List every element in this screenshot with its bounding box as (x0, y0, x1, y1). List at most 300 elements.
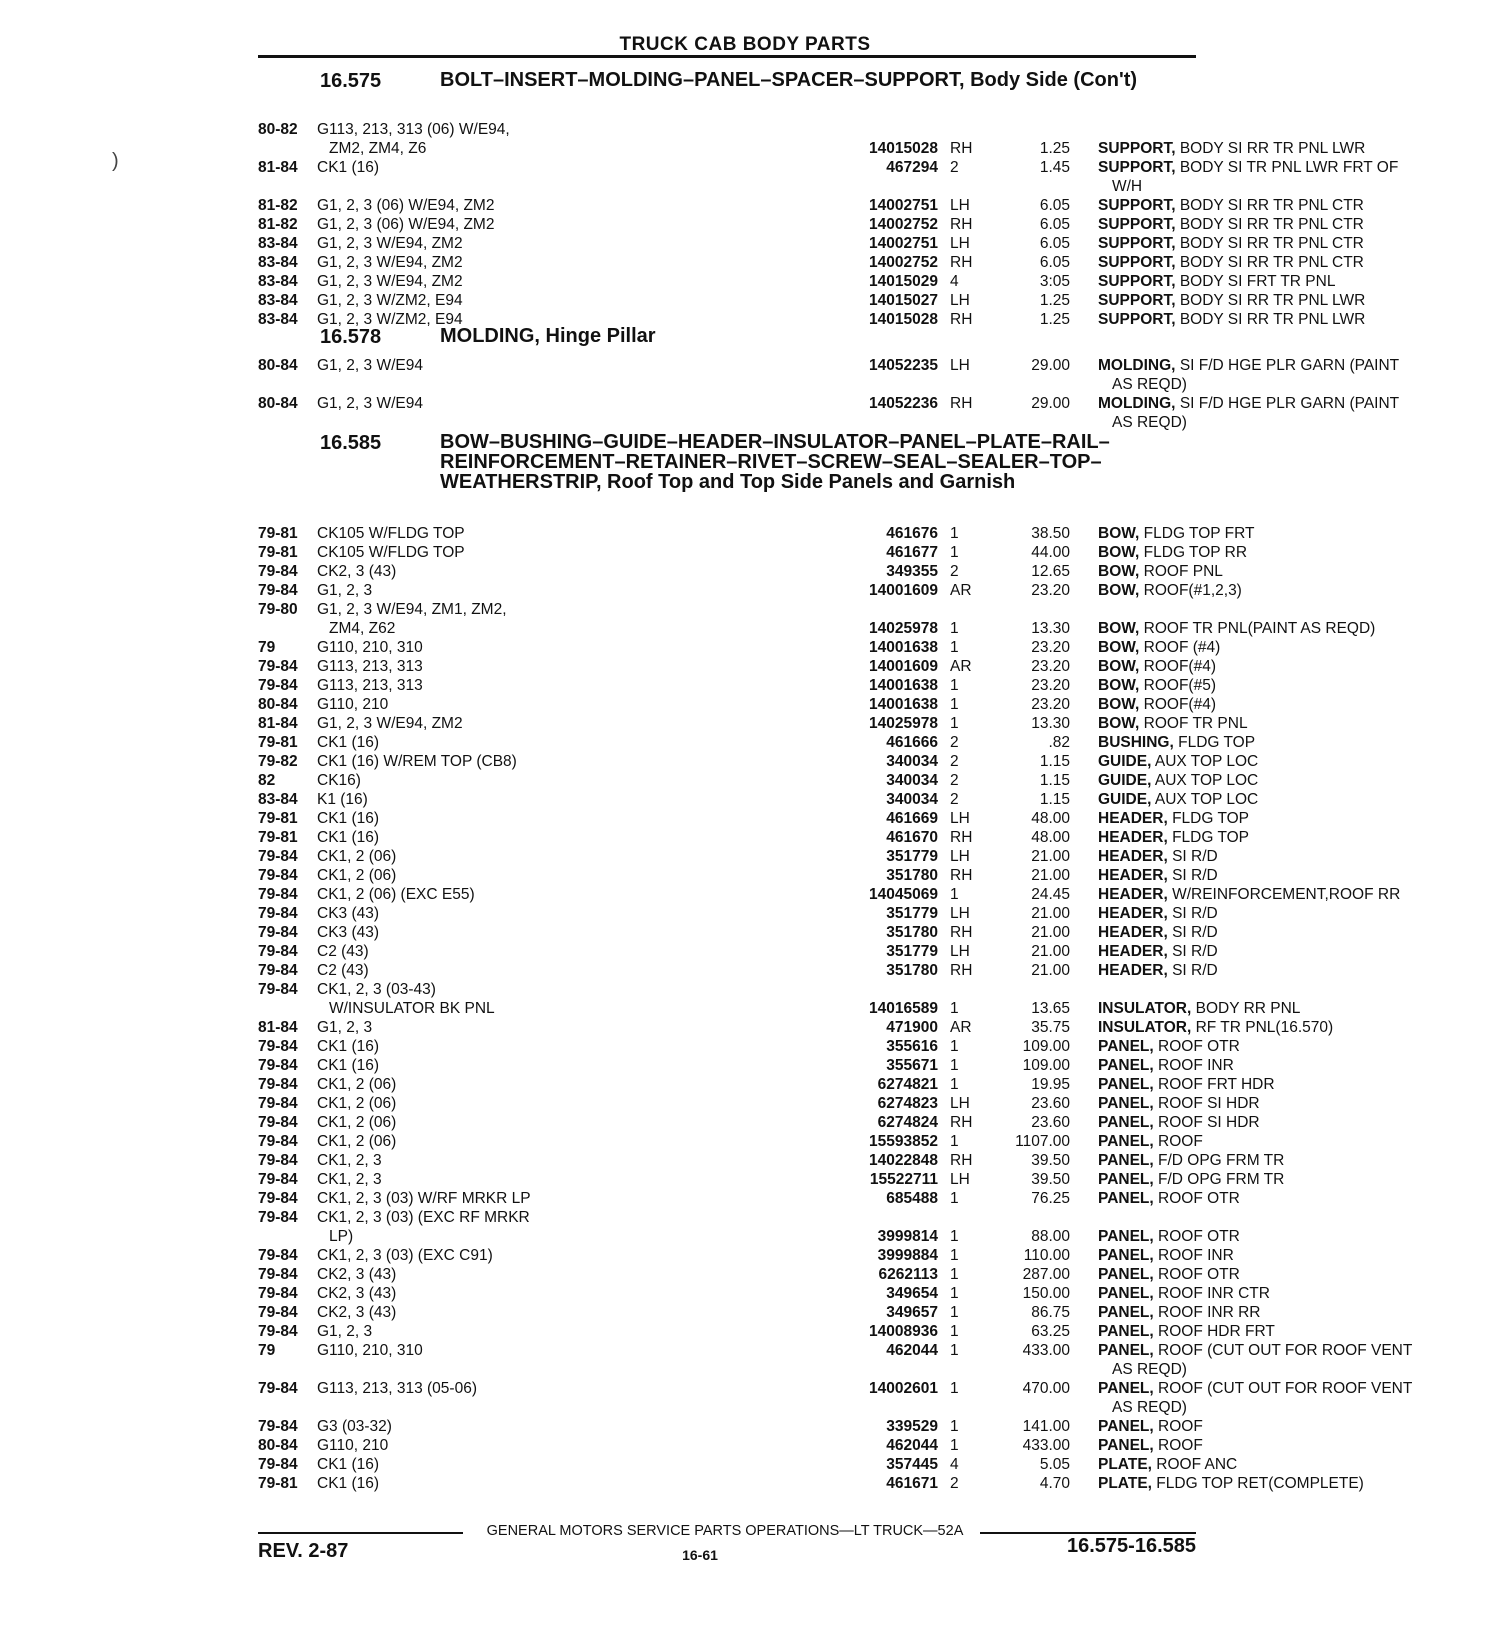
model-years: 79-84 (258, 1057, 298, 1074)
model-text: G1, 2, 3 W/E94 (317, 395, 423, 412)
part-description (1098, 885, 1454, 904)
description-type: HEADER, (1098, 829, 1168, 846)
description-type: BOW, (1098, 715, 1140, 732)
model-applicability (317, 1151, 579, 1170)
quantity-side: RH (950, 216, 973, 233)
price: 88.00 (1031, 1228, 1070, 1245)
description-type: INSULATOR, (1098, 1000, 1192, 1017)
price: 4.70 (1039, 1475, 1070, 1492)
part-description (1098, 543, 1454, 562)
table-row (258, 1246, 1234, 1265)
model-years: 79-84 (258, 848, 298, 865)
part-description (1098, 942, 1454, 961)
model-years: 79-84 (258, 1323, 298, 1340)
model-years: 79-84 (258, 563, 298, 580)
section-number: 16.578 (320, 326, 382, 348)
description-text: BODY SI RR TR PNL LWR (1179, 292, 1366, 309)
description-line (1098, 790, 1454, 809)
table-row (258, 676, 1216, 695)
part-description (1098, 619, 1454, 638)
description-type: GUIDE, (1098, 791, 1152, 808)
model-text: CK1 (16) (317, 159, 380, 176)
description-type: GUIDE, (1098, 772, 1152, 789)
quantity-side: RH (950, 924, 973, 941)
model-text: ZM4, Z62 (329, 620, 396, 637)
model-applicability (317, 120, 579, 158)
table-row (258, 1170, 1285, 1189)
price: 1107.00 (1015, 1133, 1070, 1150)
description-text: ROOF SI HDR (1158, 1114, 1260, 1131)
description-text: BODY SI RR TR PNL LWR (1179, 140, 1366, 157)
description-text: SI R/D (1172, 848, 1218, 865)
margin-mark: ) (112, 150, 119, 172)
part-description (1098, 196, 1454, 215)
quantity-side: LH (950, 905, 970, 922)
model-years: 79-84 (258, 1114, 298, 1131)
model-applicability (317, 562, 579, 581)
part-number: 14016589 (869, 1000, 938, 1017)
model-text: CK1, 2, 3 (03) (EXC C91) (317, 1247, 493, 1264)
model-applicability (317, 1341, 579, 1360)
description-type: PANEL, (1098, 1342, 1154, 1359)
part-description (1098, 1018, 1454, 1037)
description-text: ROOF (#4) (1143, 639, 1221, 656)
part-number: 14002752 (869, 216, 938, 233)
price: 433.00 (1022, 1342, 1070, 1359)
quantity-side: AR (950, 1019, 972, 1036)
price: 1.25 (1039, 292, 1070, 309)
part-number: 14001638 (869, 677, 938, 694)
model-years: 80-84 (258, 696, 298, 713)
model-years: 79-81 (258, 525, 298, 542)
description-text: BODY RR PNL (1195, 1000, 1301, 1017)
description-text: ROOF FRT HDR (1158, 1076, 1275, 1093)
table-row (258, 961, 1218, 980)
description-line (1098, 375, 1454, 394)
description-type: PANEL, (1098, 1152, 1154, 1169)
model-applicability (317, 272, 579, 291)
section-number: 16.585 (320, 432, 382, 454)
price: 39.50 (1031, 1152, 1070, 1169)
price: 109.00 (1022, 1057, 1070, 1074)
description-type: HEADER, (1098, 867, 1168, 884)
model-text: CK1, 2 (06) (EXC E55) (317, 886, 475, 903)
description-type: PANEL, (1098, 1171, 1154, 1188)
model-years: 79-84 (258, 924, 298, 941)
model-text: CK1 (16) (317, 1038, 380, 1055)
description-type: BOW, (1098, 582, 1140, 599)
description-line (1098, 885, 1454, 904)
model-text: CK1, 2, 3 (317, 1171, 382, 1188)
model-years: 79-84 (258, 1304, 298, 1321)
part-number: 462044 (886, 1342, 938, 1359)
part-description (1098, 562, 1454, 581)
table-row (258, 752, 1259, 771)
part-number: 355671 (886, 1057, 938, 1074)
table-row (258, 1417, 1203, 1436)
quantity-side: RH (950, 1152, 973, 1169)
quantity-side: 1 (950, 1437, 959, 1454)
model-applicability (317, 923, 579, 942)
description-line (1098, 923, 1454, 942)
model-years: 79-84 (258, 1076, 298, 1093)
description-type: PANEL, (1098, 1247, 1154, 1264)
model-text: CK1 (16) (317, 1057, 380, 1074)
part-description (1098, 771, 1454, 790)
description-type: BOW, (1098, 696, 1140, 713)
description-text: F/D OPG FRM TR (1158, 1152, 1285, 1169)
part-number: 14015028 (869, 140, 938, 157)
description-text: BODY SI RR TR PNL CTR (1179, 197, 1364, 214)
part-number: 14001638 (869, 696, 938, 713)
description-text: AS REQD) (1112, 376, 1187, 393)
table-row (258, 1341, 1413, 1379)
part-number: 355616 (886, 1038, 938, 1055)
model-years: 79-84 (258, 1285, 298, 1302)
description-type: GUIDE, (1098, 753, 1152, 770)
price: .82 (1048, 734, 1070, 751)
part-number: 14001638 (869, 639, 938, 656)
part-description (1098, 394, 1454, 432)
model-applicability (317, 752, 579, 771)
description-type: PLATE, (1098, 1475, 1152, 1492)
description-text: W/REINFORCEMENT,ROOF RR (1172, 886, 1401, 903)
table-row (258, 1018, 1334, 1037)
part-description (1098, 1170, 1454, 1189)
description-type: PANEL, (1098, 1304, 1154, 1321)
price: 6.05 (1039, 216, 1070, 233)
model-years: 79-84 (258, 943, 298, 960)
model-applicability (317, 809, 579, 828)
part-description (1098, 904, 1454, 923)
part-number: 14015028 (869, 311, 938, 328)
model-text: CK1, 2 (06) (317, 1095, 397, 1112)
quantity-side: 1 (950, 544, 959, 561)
description-text: SI F/D HGE PLR GARN (PAINT (1179, 395, 1400, 412)
description-type: SUPPORT, (1098, 216, 1176, 233)
description-type: PANEL, (1098, 1228, 1154, 1245)
model-years: 79-84 (258, 1209, 298, 1226)
model-applicability (317, 1436, 579, 1455)
part-number: 461671 (886, 1475, 938, 1492)
quantity-side: 1 (950, 1076, 959, 1093)
part-description (1098, 752, 1454, 771)
table-row (258, 1037, 1240, 1056)
part-description (1098, 790, 1454, 809)
footer-section-range: 16.575-16.585 (1066, 1535, 1196, 1557)
table-row (258, 1113, 1260, 1132)
part-description (1098, 961, 1454, 980)
quantity-side: LH (950, 810, 970, 827)
model-years: 79-84 (258, 1152, 298, 1169)
description-text: BODY SI RR TR PNL CTR (1179, 216, 1364, 233)
quantity-side: 1 (950, 1380, 959, 1397)
model-applicability (317, 904, 579, 923)
description-line (1098, 809, 1454, 828)
part-number: 461670 (886, 829, 938, 846)
description-text: FLDG TOP RR (1143, 544, 1248, 561)
description-line (1098, 1151, 1454, 1170)
model-applicability (317, 1018, 579, 1037)
model-text: G110, 210 (317, 696, 389, 713)
description-line (1098, 1246, 1454, 1265)
quantity-side: 2 (950, 753, 959, 770)
description-text: ROOF OTR (1158, 1228, 1240, 1245)
part-description (1098, 1037, 1454, 1056)
parts-table (258, 356, 1400, 432)
part-number: 14015027 (869, 292, 938, 309)
model-years: 79-81 (258, 734, 298, 751)
description-line (1098, 1094, 1454, 1113)
model-applicability (317, 1132, 579, 1151)
model-years: 79-84 (258, 1380, 298, 1397)
description-line (1098, 1170, 1454, 1189)
description-line (1098, 1265, 1454, 1284)
model-text: G1, 2, 3 W/E94 (317, 357, 423, 374)
part-number: 349355 (886, 563, 938, 580)
model-applicability (317, 158, 579, 177)
model-applicability (317, 234, 579, 253)
price: 21.00 (1031, 943, 1070, 960)
table-row (258, 1379, 1413, 1417)
description-line (1098, 619, 1454, 638)
description-text: ROOF TR PNL (1143, 715, 1248, 732)
price: 1.25 (1039, 311, 1070, 328)
description-text: ROOF ANC (1156, 1456, 1238, 1473)
description-text: SI F/D HGE PLR GARN (PAINT (1179, 357, 1400, 374)
price: 1.25 (1039, 140, 1070, 157)
model-years: 79-84 (258, 677, 298, 694)
price: 1.15 (1039, 791, 1070, 808)
description-line (1098, 543, 1454, 562)
description-line (1098, 234, 1454, 253)
part-description (1098, 1341, 1454, 1379)
description-line (1098, 394, 1454, 413)
table-row (258, 847, 1218, 866)
part-number: 6274821 (877, 1076, 938, 1093)
table-row (258, 657, 1216, 676)
price: 44.00 (1031, 544, 1070, 561)
description-type: PANEL, (1098, 1114, 1154, 1131)
description-type: HEADER, (1098, 962, 1168, 979)
part-number: 14008936 (869, 1323, 938, 1340)
model-years: 79-81 (258, 1475, 298, 1492)
description-text: ROOF(#4) (1143, 696, 1216, 713)
part-number: 339529 (886, 1418, 938, 1435)
description-text: SI R/D (1172, 905, 1218, 922)
price: 63.25 (1031, 1323, 1070, 1340)
quantity-side: 1 (950, 1266, 959, 1283)
model-text: CK2, 3 (43) (317, 1304, 397, 1321)
part-description (1098, 253, 1454, 272)
model-years: 83-84 (258, 311, 298, 328)
table-row (258, 356, 1400, 394)
quantity-side: 1 (950, 1228, 959, 1245)
part-description (1098, 524, 1454, 543)
quantity-side: RH (950, 395, 973, 412)
section-header (320, 326, 1150, 350)
description-line (1098, 999, 1454, 1018)
description-type: HEADER, (1098, 924, 1168, 941)
table-row (258, 1208, 1240, 1246)
part-description (1098, 1379, 1454, 1417)
description-text: ROOF(#5) (1143, 677, 1216, 694)
part-description (1098, 1284, 1454, 1303)
model-text: G1, 2, 3 (317, 582, 373, 599)
part-number: 685488 (886, 1190, 938, 1207)
price: 19.95 (1031, 1076, 1070, 1093)
part-number: 461666 (886, 734, 938, 751)
quantity-side: 1 (950, 620, 959, 637)
description-line (1098, 1303, 1454, 1322)
price: 23.20 (1031, 658, 1070, 675)
section-title: BOLT–INSERT–MOLDING–PANEL–SPACER–SUPPORT, Body Side (Con't) (440, 69, 1138, 91)
description-type: PANEL, (1098, 1190, 1154, 1207)
model-applicability (317, 196, 579, 215)
price: 23.20 (1031, 696, 1070, 713)
model-text: G1, 2, 3 (317, 1019, 373, 1036)
description-type: HEADER, (1098, 886, 1168, 903)
model-text: CK3 (43) (317, 905, 380, 922)
model-text: CK1, 2, 3 (317, 1152, 382, 1169)
table-row (258, 695, 1216, 714)
table-row (258, 120, 1366, 158)
part-number: 349654 (886, 1285, 938, 1302)
model-years: 83-84 (258, 791, 298, 808)
part-description (1098, 1246, 1454, 1265)
section-title: MOLDING, Hinge Pillar (440, 325, 656, 347)
description-type: PANEL, (1098, 1285, 1154, 1302)
description-text: ROOF PNL (1143, 563, 1223, 580)
description-type: SUPPORT, (1098, 273, 1176, 290)
table-row (258, 272, 1336, 291)
description-text: ROOF (1158, 1418, 1203, 1435)
model-text: CK1 (16) (317, 810, 380, 827)
table-row (258, 196, 1364, 215)
model-years: 79-84 (258, 867, 298, 884)
section-header (320, 432, 1150, 522)
model-applicability (317, 942, 579, 961)
model-applicability (317, 1322, 579, 1341)
price: 13.65 (1031, 1000, 1070, 1017)
description-line (1098, 524, 1454, 543)
description-line (1098, 714, 1454, 733)
part-description (1098, 291, 1454, 310)
description-line (1098, 1056, 1454, 1075)
model-years: 83-84 (258, 273, 298, 290)
model-years: 79-81 (258, 544, 298, 561)
description-line (1098, 847, 1454, 866)
model-applicability (317, 771, 579, 790)
part-description (1098, 695, 1454, 714)
quantity-side: 2 (950, 791, 959, 808)
description-line (1098, 1398, 1454, 1417)
part-number: 6274824 (877, 1114, 938, 1131)
quantity-side: 1 (950, 1133, 959, 1150)
price: 23.20 (1031, 582, 1070, 599)
description-text: ROOF OTR (1158, 1266, 1240, 1283)
model-applicability (317, 714, 579, 733)
description-line (1098, 158, 1454, 177)
part-number: 461676 (886, 525, 938, 542)
quantity-side: LH (950, 1171, 970, 1188)
model-text: CK1 (16) (317, 1456, 380, 1473)
table-row (258, 215, 1364, 234)
model-text: CK1 (16) (317, 734, 380, 751)
model-text: G1, 2, 3 (317, 1323, 373, 1340)
price: 29.00 (1031, 357, 1070, 374)
description-type: BOW, (1098, 639, 1140, 656)
model-applicability (317, 961, 579, 980)
table-row (258, 1151, 1285, 1170)
model-applicability (317, 1037, 579, 1056)
price: 21.00 (1031, 905, 1070, 922)
part-description (1098, 310, 1454, 329)
description-line (1098, 1132, 1454, 1151)
model-text: W/INSULATOR BK PNL (329, 1000, 495, 1017)
model-applicability (317, 885, 579, 904)
model-applicability (317, 980, 579, 1018)
part-description (1098, 1132, 1454, 1151)
model-text: CK16) (317, 772, 361, 789)
price: 433.00 (1022, 1437, 1070, 1454)
table-row (258, 600, 1376, 638)
description-type: SUPPORT, (1098, 292, 1176, 309)
description-text: ROOF HDR FRT (1158, 1323, 1275, 1340)
model-text: G1, 2, 3 W/E94, ZM2 (317, 254, 463, 271)
model-applicability (317, 291, 579, 310)
price: 12.65 (1031, 563, 1070, 580)
price: 13.30 (1031, 620, 1070, 637)
price: 6.05 (1039, 254, 1070, 271)
part-number: 14045069 (869, 886, 938, 903)
description-line (1098, 310, 1454, 329)
price: 23.20 (1031, 677, 1070, 694)
part-description (1098, 1303, 1454, 1322)
description-type: BUSHING, (1098, 734, 1174, 751)
model-applicability (317, 733, 579, 752)
part-description (1098, 581, 1454, 600)
model-applicability (317, 1189, 579, 1208)
table-row (258, 904, 1218, 923)
model-years: 79-81 (258, 810, 298, 827)
part-number: 14052235 (869, 357, 938, 374)
model-text: G3 (03-32) (317, 1418, 392, 1435)
part-number: 349657 (886, 1304, 938, 1321)
model-applicability (317, 1303, 579, 1322)
description-text: FLDG TOP RET(COMPLETE) (1156, 1475, 1364, 1492)
quantity-side: AR (950, 658, 972, 675)
model-years: 80-84 (258, 357, 298, 374)
description-text: AS REQD) (1112, 1399, 1187, 1416)
model-text: CK2, 3 (43) (317, 563, 397, 580)
model-text: LP) (329, 1228, 354, 1245)
description-text: ROOF TR PNL(PAINT AS REQD) (1143, 620, 1376, 637)
price: 5.05 (1039, 1456, 1070, 1473)
quantity-side: 2 (950, 159, 959, 176)
description-type: SUPPORT, (1098, 159, 1176, 176)
model-years: 83-84 (258, 292, 298, 309)
model-applicability (317, 1474, 579, 1493)
model-text: G113, 213, 313 (317, 677, 423, 694)
description-text: AS REQD) (1112, 414, 1187, 431)
description-type: PANEL, (1098, 1038, 1154, 1055)
description-text: ROOF INR (1158, 1247, 1234, 1264)
part-number: 14022848 (869, 1152, 938, 1169)
table-row (258, 1284, 1270, 1303)
model-text: G1, 2, 3 W/E94, ZM2 (317, 715, 463, 732)
description-line (1098, 828, 1454, 847)
